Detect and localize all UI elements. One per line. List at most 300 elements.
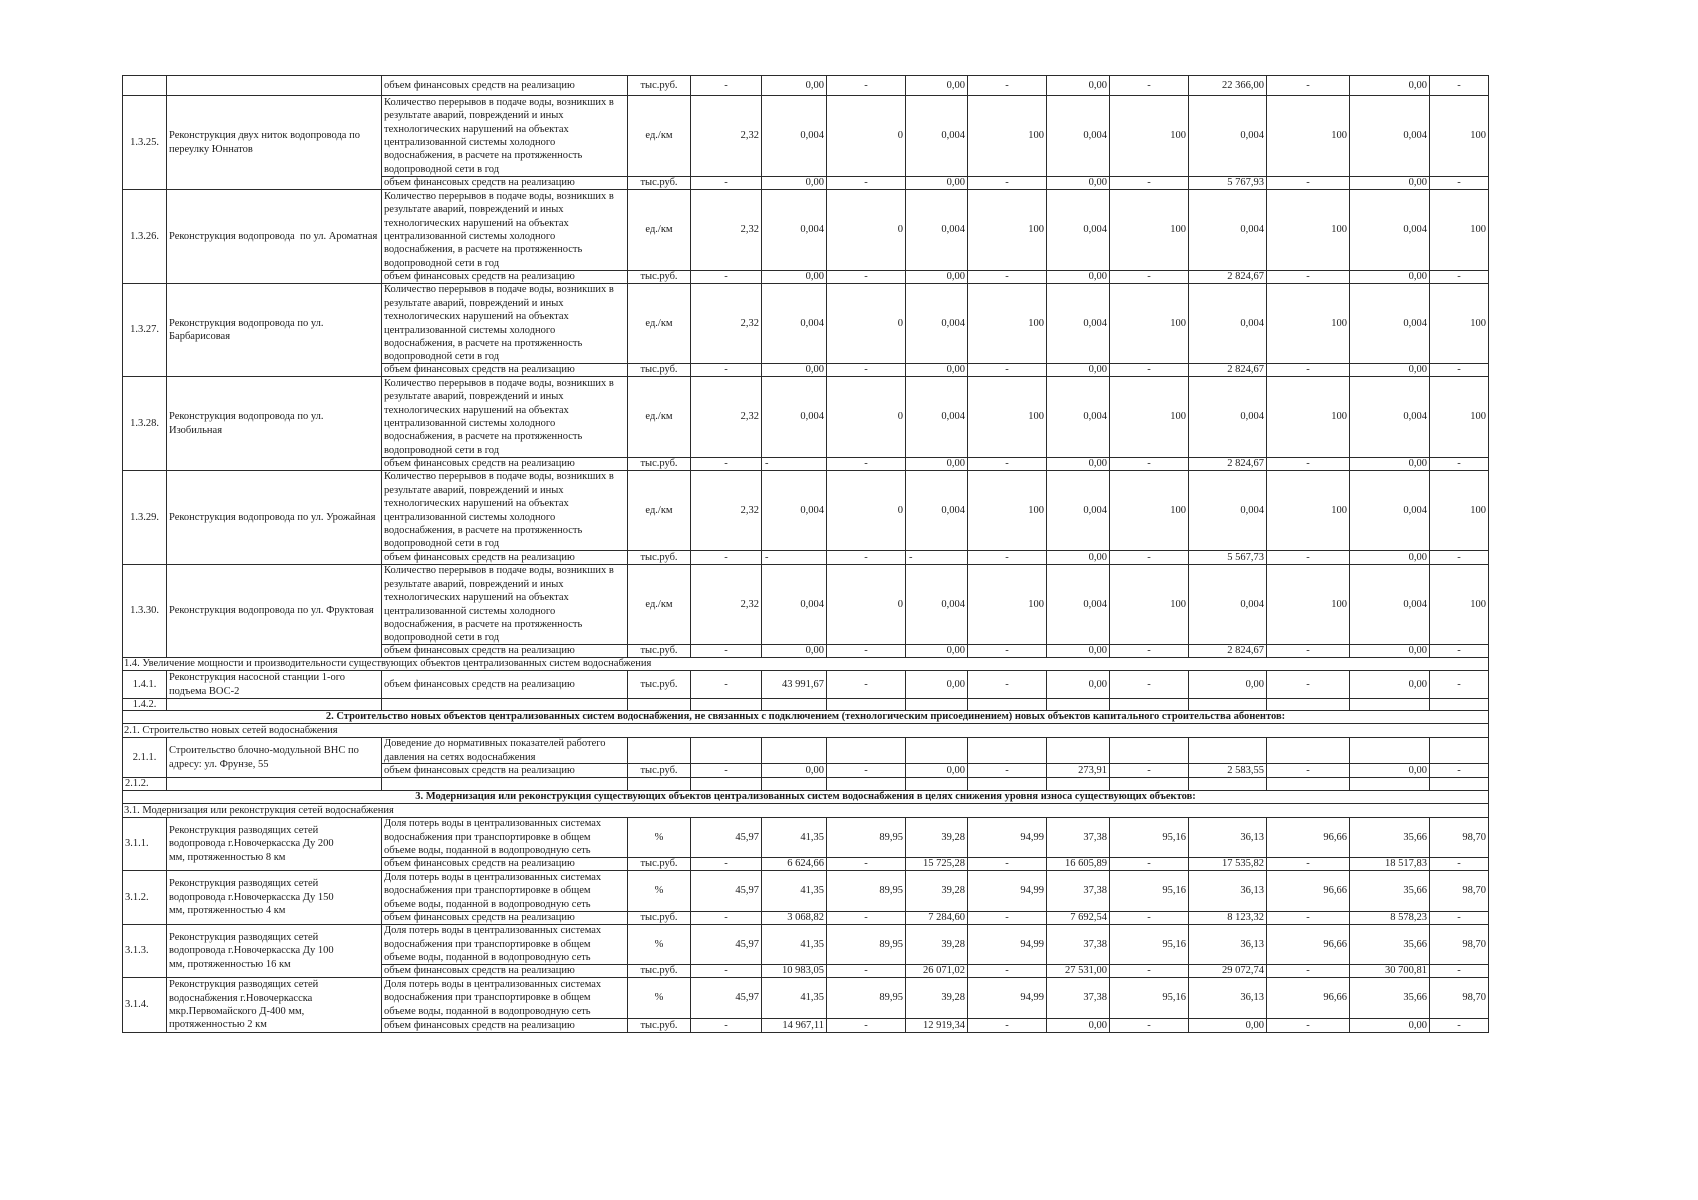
value-cell <box>1109 698 1188 710</box>
value-cell <box>826 363 905 376</box>
value-cell <box>1429 924 1488 964</box>
value-cell <box>1349 270 1429 283</box>
unit-cell <box>627 870 690 911</box>
item-name <box>166 977 381 1032</box>
value-cell <box>826 977 905 1018</box>
value-cell-text: 100 <box>1170 224 1186 236</box>
item-number-text: 1.3.30. <box>130 605 159 617</box>
value-cell-text: - <box>1457 364 1461 376</box>
unit-cell-text: тыс.руб. <box>640 364 678 376</box>
section-header <box>122 790 1488 803</box>
item-number-text: 1.4.1. <box>132 678 157 690</box>
value-cell <box>1349 363 1429 376</box>
value-cell-text: 0,004 <box>1083 411 1107 423</box>
value-cell-text: 0,00 <box>946 678 965 690</box>
value-cell-text: 0,004 <box>800 504 824 516</box>
value-cell-text: - <box>864 458 868 470</box>
item-name <box>166 737 381 777</box>
value-cell <box>826 270 905 283</box>
value-cell <box>1046 964 1109 977</box>
value-cell-text: 22 366,00 <box>1222 79 1264 91</box>
value-cell-text: - <box>724 271 728 283</box>
value-cell <box>1188 363 1266 376</box>
value-cell-text: 0,00 <box>946 79 965 91</box>
indicator-cell <box>381 270 627 283</box>
indicator-cell-text: объем финансовых средств на реализацию <box>384 79 575 91</box>
indicator-cell <box>381 737 627 763</box>
value-cell <box>1429 283 1488 363</box>
unit-cell <box>627 363 690 376</box>
indicator-cell-text: объем финансовых средств на реализацию <box>384 858 575 870</box>
value-cell-text: 37,38 <box>1083 938 1107 950</box>
value-cell <box>690 977 761 1018</box>
indicator-cell <box>381 363 627 376</box>
indicator-cell <box>381 911 627 924</box>
value-cell-text: 0,00 <box>1088 1019 1107 1031</box>
value-cell <box>967 376 1046 457</box>
value-cell <box>761 95 826 176</box>
item-number <box>122 95 166 189</box>
value-cell <box>905 644 967 657</box>
value-cell <box>1109 376 1188 457</box>
value-cell-text: 2 583,55 <box>1227 764 1264 776</box>
value-cell-text: 98,70 <box>1462 938 1486 950</box>
value-cell <box>690 698 761 710</box>
value-cell <box>826 924 905 964</box>
value-cell-text: 0,00 <box>1408 764 1427 776</box>
value-cell <box>690 777 761 790</box>
value-cell-text: 0,004 <box>941 130 965 142</box>
value-cell <box>1266 977 1349 1018</box>
unit-cell <box>627 737 690 763</box>
unit-cell <box>627 817 690 857</box>
value-cell <box>826 698 905 710</box>
value-cell <box>690 189 761 270</box>
indicator-cell <box>381 1018 627 1032</box>
indicator-cell-text: объем финансовых средств на реализацию <box>384 551 575 563</box>
value-cell <box>1266 911 1349 924</box>
value-cell <box>905 270 967 283</box>
value-cell-text: 0,004 <box>1240 411 1264 423</box>
value-cell <box>1046 817 1109 857</box>
value-cell-text: 0,00 <box>1088 551 1107 563</box>
unit-cell-text: ед./км <box>645 130 673 142</box>
value-cell <box>690 75 761 95</box>
unit-cell-text: тыс.руб. <box>640 678 678 690</box>
unit-cell <box>627 95 690 176</box>
item-number <box>122 470 166 564</box>
indicator-cell-text: Количество перерывов в подаче воды, возникших в результате аварий, повреждений и иных технологических нарушений на объектах централизованной системы холодного водоснабжения, в расчете на протяженность водопроводной сети в год <box>384 377 614 456</box>
value-cell-text: 2,32 <box>740 411 759 423</box>
value-cell <box>1046 763 1109 777</box>
value-cell-text: - <box>1306 177 1310 189</box>
value-cell-text: 3 068,82 <box>787 912 824 924</box>
unit-cell-text: ед./км <box>645 598 673 610</box>
item-number <box>122 670 166 698</box>
unit-cell <box>627 270 690 283</box>
value-cell-text: - <box>724 79 728 91</box>
value-cell <box>1349 670 1429 698</box>
value-cell <box>826 470 905 550</box>
item-number <box>122 924 166 977</box>
value-cell-text: 0,00 <box>1408 79 1427 91</box>
unit-cell <box>627 457 690 470</box>
value-cell-text: - <box>1147 1019 1151 1031</box>
value-cell <box>1429 189 1488 270</box>
value-cell <box>1046 698 1109 710</box>
subsection-header <box>122 657 1488 670</box>
value-cell-text: 2 824,67 <box>1227 645 1264 657</box>
value-cell <box>967 189 1046 270</box>
indicator-cell <box>381 470 627 550</box>
value-cell <box>1046 911 1109 924</box>
value-cell-text: 95,16 <box>1162 885 1186 897</box>
value-cell-text: 2,32 <box>740 598 759 610</box>
value-cell <box>690 964 761 977</box>
value-cell <box>905 763 967 777</box>
indicator-cell-text: объем финансовых средств на реализацию <box>384 177 575 189</box>
value-cell-text: 0,00 <box>946 364 965 376</box>
value-cell <box>1429 176 1488 189</box>
value-cell-text: 0,00 <box>946 177 965 189</box>
value-cell-text: 100 <box>1470 504 1486 516</box>
value-cell <box>967 977 1046 1018</box>
unit-cell <box>627 283 690 363</box>
unit-cell-text: ед./км <box>645 411 673 423</box>
value-cell-text: 5 567,73 <box>1227 551 1264 563</box>
value-cell <box>1429 95 1488 176</box>
indicator-cell <box>381 189 627 270</box>
value-cell-text: 0,00 <box>805 645 824 657</box>
value-cell <box>1188 95 1266 176</box>
value-cell-text: 10 983,05 <box>782 965 824 977</box>
value-cell-text: 45,97 <box>735 831 759 843</box>
value-cell-text: 0,004 <box>1403 504 1427 516</box>
value-cell <box>1109 270 1188 283</box>
value-cell <box>1349 176 1429 189</box>
value-cell <box>905 924 967 964</box>
value-cell-text: 37,38 <box>1083 831 1107 843</box>
value-cell-text: 89,95 <box>879 885 903 897</box>
value-cell <box>1109 777 1188 790</box>
value-cell-text: 15 725,28 <box>923 858 965 870</box>
value-cell-text: - <box>1457 79 1461 91</box>
value-cell-text: - <box>724 177 728 189</box>
unit-cell <box>627 564 690 644</box>
value-cell-text: - <box>1005 551 1009 563</box>
item-name-text: Реконструкция разводящих сетей водопровода г.Новочеркасска Ду 150 мм, протяженностью 4 км <box>169 878 334 917</box>
value-cell <box>905 95 967 176</box>
value-cell-text: 89,95 <box>879 938 903 950</box>
indicator-cell <box>381 95 627 176</box>
value-cell-text: 100 <box>1170 130 1186 142</box>
value-cell <box>690 550 761 564</box>
indicator-cell-text: объем финансовых средств на реализацию <box>384 271 575 283</box>
value-cell <box>1188 376 1266 457</box>
value-cell <box>967 75 1046 95</box>
value-cell <box>967 550 1046 564</box>
value-cell <box>905 470 967 550</box>
value-cell-text: - <box>724 965 728 977</box>
value-cell <box>1188 470 1266 550</box>
value-cell-text: - <box>724 458 728 470</box>
value-cell-text: - <box>724 858 728 870</box>
value-cell-text: 8 578,23 <box>1390 912 1427 924</box>
value-cell-text: 100 <box>1470 224 1486 236</box>
value-cell-text: - <box>1005 912 1009 924</box>
unit-cell-text: ед./км <box>645 504 673 516</box>
value-cell-text: 0,00 <box>946 458 965 470</box>
value-cell <box>1109 189 1188 270</box>
value-cell <box>761 924 826 964</box>
value-cell <box>1046 777 1109 790</box>
value-cell <box>1349 911 1429 924</box>
value-cell <box>905 817 967 857</box>
value-cell <box>1349 817 1429 857</box>
indicator-cell-text: Доля потерь воды в централизованных системах водоснабжения при транспортировке в общем объеме воды, поданной в водопроводную сеть <box>384 978 602 1017</box>
item-number-text: 1.3.27. <box>130 324 159 336</box>
value-cell <box>967 737 1046 763</box>
value-cell <box>1188 977 1266 1018</box>
value-cell <box>1349 470 1429 550</box>
value-cell <box>1429 564 1488 644</box>
value-cell-text: 2,32 <box>740 224 759 236</box>
value-cell <box>761 670 826 698</box>
value-cell <box>967 283 1046 363</box>
value-cell <box>905 363 967 376</box>
indicator-cell-text: Количество перерывов в подаче воды, возникших в результате аварий, повреждений и иных технологических нарушений на объектах централизованной системы холодного водоснабжения, в расчете на протяженность водопроводной сети в год <box>384 96 614 175</box>
value-cell-text: 100 <box>1170 411 1186 423</box>
item-name <box>166 698 381 710</box>
item-name-text: Реконструкция разводящих сетей водопровода г.Новочеркасска Ду 100 мм, протяженностью 16 км <box>169 931 334 970</box>
value-cell <box>1349 964 1429 977</box>
value-cell <box>1349 737 1429 763</box>
section-header-text: 3. Модернизация или реконструкция существующих объектов централизованных систем водоснабжения в целях снижения уровня износа существующих объектов: <box>415 791 1196 803</box>
value-cell <box>1266 95 1349 176</box>
value-cell <box>905 777 967 790</box>
value-cell <box>1266 777 1349 790</box>
value-cell <box>1188 698 1266 710</box>
value-cell <box>905 911 967 924</box>
value-cell <box>967 644 1046 657</box>
value-cell <box>905 176 967 189</box>
value-cell-text: - <box>1147 551 1151 563</box>
value-cell-text: 26 071,02 <box>923 965 965 977</box>
item-number <box>122 376 166 470</box>
value-cell <box>1188 817 1266 857</box>
value-cell <box>905 564 967 644</box>
item-number-text: 3.1.3. <box>125 945 149 957</box>
value-cell <box>761 470 826 550</box>
value-cell-text: 100 <box>1170 504 1186 516</box>
item-number-text: 1.3.28. <box>130 417 159 429</box>
value-cell <box>690 470 761 550</box>
value-cell-text: - <box>864 551 868 563</box>
value-cell-text: 45,97 <box>735 885 759 897</box>
value-cell <box>1188 270 1266 283</box>
value-cell-text: 0,004 <box>941 411 965 423</box>
item-name <box>166 189 381 283</box>
value-cell <box>826 176 905 189</box>
value-cell-text: - <box>1457 271 1461 283</box>
value-cell-text: - <box>864 764 868 776</box>
value-cell <box>1046 737 1109 763</box>
item-number <box>122 698 166 710</box>
unit-cell-text: тыс.руб. <box>640 965 678 977</box>
value-cell <box>1266 189 1349 270</box>
value-cell-text: 100 <box>1470 317 1486 329</box>
value-cell-text: 0,004 <box>1083 130 1107 142</box>
value-cell <box>690 283 761 363</box>
value-cell <box>1429 457 1488 470</box>
value-cell-text: 0,00 <box>946 271 965 283</box>
value-cell <box>1429 644 1488 657</box>
unit-cell-text: тыс.руб. <box>640 764 678 776</box>
value-cell <box>1046 924 1109 964</box>
value-cell <box>1429 911 1488 924</box>
item-name-text: Реконструкция двух ниток водопровода по переулку Юннатов <box>169 130 360 155</box>
value-cell <box>967 176 1046 189</box>
item-name-text: Реконструкция водопровода по ул. Фруктовая <box>169 605 374 617</box>
value-cell <box>905 857 967 870</box>
value-cell <box>1349 777 1429 790</box>
indicator-cell-text: объем финансовых средств на реализацию <box>384 1019 575 1031</box>
value-cell-text: - <box>1147 79 1151 91</box>
value-cell <box>1266 470 1349 550</box>
value-cell-text: 0,00 <box>1088 364 1107 376</box>
value-cell-text: 94,99 <box>1020 992 1044 1004</box>
value-cell-text: - <box>1005 645 1009 657</box>
value-cell-text: 0,00 <box>1408 551 1427 563</box>
value-cell-text: 0,004 <box>941 598 965 610</box>
value-cell-text: 0 <box>897 598 903 610</box>
unit-cell-text: % <box>654 938 664 950</box>
value-cell <box>1046 857 1109 870</box>
value-cell <box>1429 977 1488 1018</box>
subsection-header <box>122 723 1488 737</box>
value-cell <box>1266 363 1349 376</box>
value-cell-text: 37,38 <box>1083 885 1107 897</box>
value-cell-text: 2,32 <box>740 130 759 142</box>
value-cell-text: 0,00 <box>1088 177 1107 189</box>
unit-cell <box>627 698 690 710</box>
value-cell-text: 0,00 <box>805 764 824 776</box>
value-cell-text: - <box>765 551 769 563</box>
indicator-cell <box>381 670 627 698</box>
value-cell <box>761 270 826 283</box>
value-cell <box>826 670 905 698</box>
item-name <box>166 470 381 564</box>
value-cell <box>1349 698 1429 710</box>
value-cell-text: 2 824,67 <box>1227 364 1264 376</box>
indicator-cell <box>381 644 627 657</box>
value-cell <box>1266 670 1349 698</box>
item-name <box>166 777 381 790</box>
value-cell <box>1188 564 1266 644</box>
value-cell <box>826 550 905 564</box>
value-cell-text: 0,004 <box>1083 504 1107 516</box>
unit-cell-text: тыс.руб. <box>640 912 678 924</box>
value-cell-text: - <box>864 177 868 189</box>
value-cell <box>1429 376 1488 457</box>
value-cell <box>761 283 826 363</box>
value-cell <box>826 1018 905 1032</box>
value-cell <box>905 457 967 470</box>
value-cell <box>826 964 905 977</box>
value-cell <box>1266 270 1349 283</box>
item-number-text: 3.1.2. <box>125 891 149 903</box>
value-cell <box>1109 977 1188 1018</box>
value-cell <box>1109 95 1188 176</box>
value-cell-text: 0,004 <box>1403 317 1427 329</box>
value-cell <box>690 924 761 964</box>
indicator-cell-text: объем финансовых средств на реализацию <box>384 965 575 977</box>
value-cell <box>1046 644 1109 657</box>
indicator-cell <box>381 376 627 457</box>
unit-cell-text: тыс.руб. <box>640 79 678 91</box>
value-cell <box>1429 777 1488 790</box>
value-cell-text: - <box>1457 858 1461 870</box>
value-cell-text: 0,004 <box>800 130 824 142</box>
value-cell <box>1266 176 1349 189</box>
value-cell-text: - <box>1147 912 1151 924</box>
item-name <box>166 283 381 376</box>
indicator-cell <box>381 75 627 95</box>
unit-cell <box>627 977 690 1018</box>
value-cell-text: 36,13 <box>1240 831 1264 843</box>
value-cell <box>905 376 967 457</box>
value-cell-text: 0 <box>897 224 903 236</box>
value-cell <box>1188 189 1266 270</box>
value-cell-text: 0,004 <box>800 411 824 423</box>
value-cell <box>967 817 1046 857</box>
value-cell <box>1046 283 1109 363</box>
value-cell-text: 45,97 <box>735 938 759 950</box>
value-cell-text: 0,004 <box>1240 317 1264 329</box>
value-cell-text: - <box>864 79 868 91</box>
value-cell-text: 35,66 <box>1403 938 1427 950</box>
unit-cell <box>627 470 690 550</box>
value-cell <box>690 363 761 376</box>
value-cell <box>1429 1018 1488 1032</box>
value-cell-text: - <box>1457 551 1461 563</box>
value-cell-text: 100 <box>1470 411 1486 423</box>
value-cell <box>1109 644 1188 657</box>
value-cell-text: 98,70 <box>1462 992 1486 1004</box>
item-number-text: 1.3.29. <box>130 511 159 523</box>
indicator-cell <box>381 176 627 189</box>
value-cell <box>761 363 826 376</box>
value-cell-text: 100 <box>1470 130 1486 142</box>
indicator-cell <box>381 924 627 964</box>
value-cell <box>967 777 1046 790</box>
value-cell-text: 39,28 <box>941 992 965 1004</box>
value-cell <box>1046 270 1109 283</box>
unit-cell <box>627 550 690 564</box>
value-cell-text: 100 <box>1331 130 1347 142</box>
value-cell-text: 0,00 <box>1088 678 1107 690</box>
unit-cell-text: % <box>654 992 664 1004</box>
value-cell <box>1266 924 1349 964</box>
value-cell <box>1109 550 1188 564</box>
value-cell-text: 0,00 <box>1408 271 1427 283</box>
value-cell-text: - <box>1306 764 1310 776</box>
value-cell-text: - <box>1457 645 1461 657</box>
value-cell <box>1266 698 1349 710</box>
value-cell <box>1046 470 1109 550</box>
value-cell-text: - <box>864 271 868 283</box>
value-cell-text: 0,004 <box>800 317 824 329</box>
